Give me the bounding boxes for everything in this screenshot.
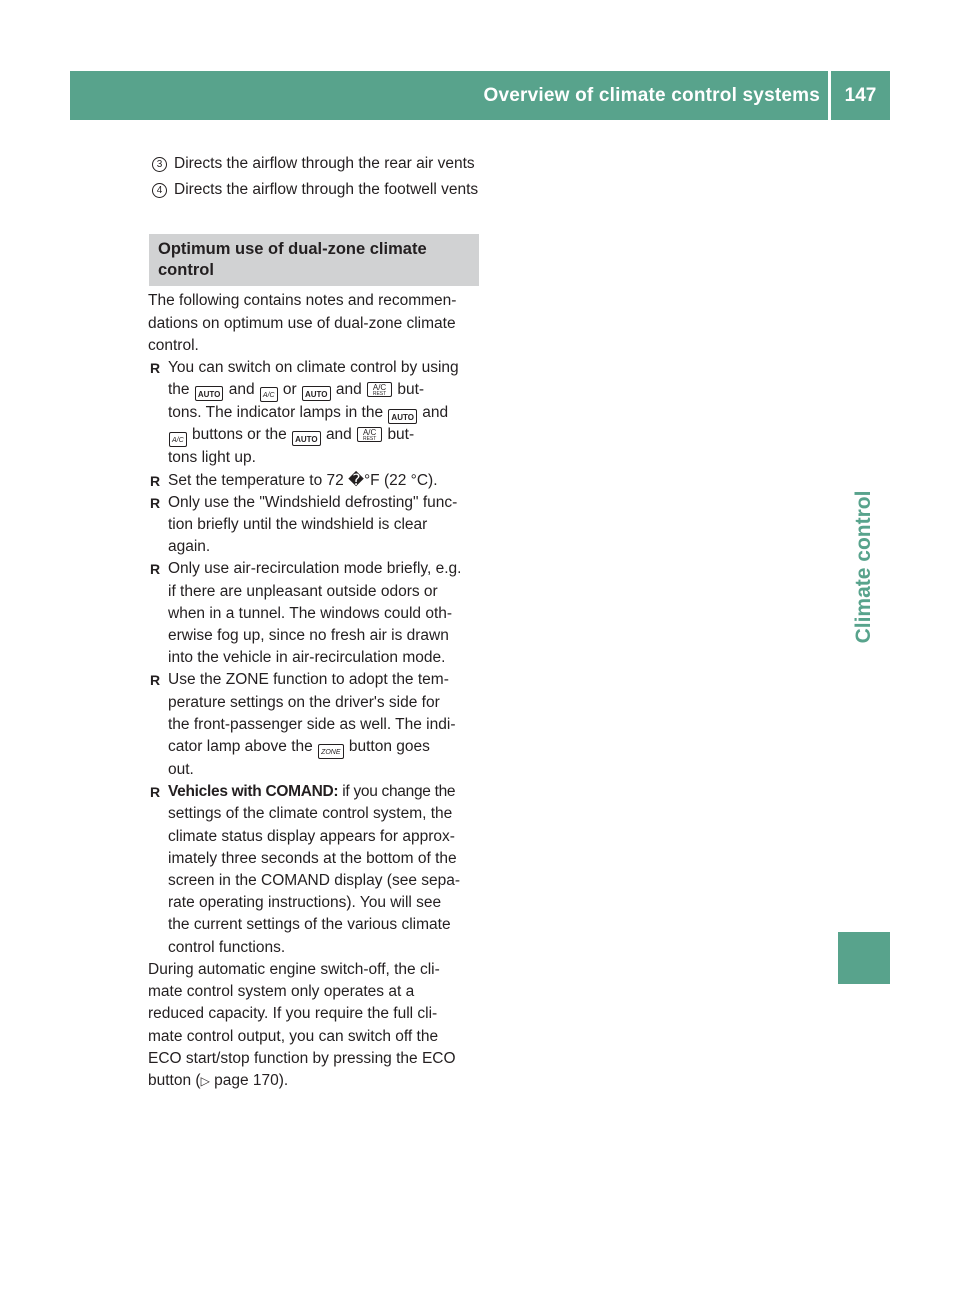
- bullet-item-switch-on: [148, 357, 483, 470]
- page-reference-link[interactable]: page 170).: [214, 1071, 289, 1089]
- text-fragment: and: [422, 404, 449, 422]
- text-line: ECO start/stop function by pressing the ECO: [148, 1049, 456, 1067]
- text-fragment: and: [228, 381, 255, 399]
- text-fragment: tons. The indicator lamps in the: [168, 404, 384, 422]
- text-line: tion briefly until the windshield is clear: [168, 516, 428, 534]
- page-reference-icon: ▷: [200, 1073, 210, 1088]
- numbered-item-text: Directs the airflow through the rear air vents: [174, 155, 475, 172]
- text-line: control functions.: [168, 938, 286, 956]
- circled-number-marker: 3: [152, 157, 167, 172]
- text-line: Set the temperature to 72 �°F (22 °C).: [168, 471, 438, 489]
- text-fragment: or: [282, 381, 297, 399]
- bullet-item-temperature: [148, 470, 483, 492]
- text-line: perature settings on the driver's side for: [168, 693, 440, 711]
- bullet-marker: R: [150, 561, 161, 578]
- text-fragment: button (: [148, 1071, 201, 1089]
- text-line: into the vehicle in air-recirculation mode.: [168, 649, 446, 667]
- text-fragment: but-: [387, 426, 415, 444]
- bullet-item-defrosting: [148, 492, 483, 559]
- zone-button-icon: ZONE: [318, 744, 343, 759]
- text-line: erwise fog up, since no fresh air is drawn: [168, 627, 449, 645]
- text-line: again.: [168, 538, 211, 556]
- numbered-item-3: [148, 153, 483, 175]
- text-line: the front-passenger side as well. The indi-: [168, 715, 456, 733]
- text-line: mate control output, you can switch off the: [148, 1027, 439, 1045]
- text-line: [168, 424, 483, 447]
- numbered-item-4: [148, 179, 483, 201]
- ac-rest-bottom-label: REST: [372, 391, 387, 398]
- chapter-tab-label: Climate control: [852, 490, 875, 644]
- closing-paragraph: [148, 959, 483, 1092]
- text-line: Use the ZONE function to adopt the tem-: [168, 671, 449, 689]
- ac-button-icon: A/C: [169, 432, 187, 447]
- bullet-item-air-recirculation: [148, 558, 483, 669]
- text-line: [168, 781, 483, 803]
- text-line: control.: [148, 336, 199, 354]
- text-fragment: button goes: [348, 738, 430, 756]
- text-line: The following contains notes and recommen-: [148, 292, 457, 310]
- text-fragment: and: [335, 381, 362, 399]
- section-heading: [149, 234, 479, 286]
- ac-rest-top-label: A/C: [372, 383, 387, 393]
- auto-button-icon: AUTO: [388, 409, 417, 424]
- auto-button-icon: AUTO: [195, 386, 224, 401]
- intro-paragraph: [148, 290, 483, 357]
- text-line: dations on optimum use of dual-zone climate: [148, 314, 456, 332]
- text-line: You can switch on climate control by using: [168, 359, 459, 377]
- text-fragment: and: [325, 426, 352, 444]
- circled-number-marker: 4: [152, 183, 167, 198]
- text-fragment: if you change the: [342, 783, 456, 801]
- section-heading-line: control: [158, 261, 214, 280]
- chapter-tab-marker: [838, 932, 890, 984]
- page-header: [70, 71, 890, 120]
- ac-rest-button-icon: [357, 427, 382, 442]
- text-line: [168, 736, 483, 759]
- text-line: if there are unpleasant outside odors or: [168, 582, 438, 600]
- text-line: out.: [168, 761, 194, 779]
- numbered-item-text: Directs the airflow through the footwell vents: [174, 181, 479, 199]
- header-title: Overview of climate control systems: [483, 85, 820, 106]
- text-fragment: but-: [397, 381, 425, 399]
- text-line: [168, 379, 483, 402]
- ac-rest-button-icon: [367, 382, 392, 397]
- bullet-marker: R: [150, 494, 161, 511]
- ac-rest-bottom-label: REST: [362, 436, 377, 443]
- ac-rest-top-label: A/C: [362, 428, 377, 438]
- text-line: the current settings of the various climate: [168, 916, 451, 934]
- bullet-item-zone-function: [148, 669, 483, 781]
- text-line: when in a tunnel. The windows could oth-: [168, 604, 453, 622]
- auto-button-icon: AUTO: [292, 431, 321, 446]
- bullet-marker: R: [150, 360, 161, 377]
- text-fragment: cator lamp above the: [168, 738, 313, 756]
- auto-button-icon: AUTO: [302, 386, 331, 401]
- text-line: During automatic engine switch-off, the cli-: [148, 960, 440, 978]
- text-line: rate operating instructions). You will see: [168, 894, 442, 912]
- bullet-item-comand: [148, 781, 483, 959]
- text-line: mate control system only operates at a: [148, 983, 415, 1001]
- bold-lead-text: Vehicles with COMAND:: [168, 783, 339, 801]
- bullet-marker: R: [150, 672, 161, 689]
- text-line: tons light up.: [168, 449, 256, 467]
- text-fragment: buttons or the: [191, 426, 287, 444]
- bullet-marker: R: [150, 784, 161, 801]
- text-line: imately three seconds at the bottom of the: [168, 849, 457, 867]
- text-line: reduced capacity. If you require the full cli-: [148, 1005, 438, 1023]
- text-line: screen in the COMAND display (see sepa-: [168, 872, 461, 890]
- section-heading-line: Optimum use of dual-zone climate: [158, 240, 427, 259]
- text-line: settings of the climate control system, the: [168, 805, 453, 823]
- page-number: 147: [844, 85, 877, 106]
- text-line: [168, 402, 483, 424]
- page-content: [148, 153, 483, 1092]
- text-line: Only use the "Windshield defrosting" func-: [168, 493, 458, 511]
- text-line: [148, 1070, 483, 1092]
- bullet-marker: R: [150, 472, 161, 489]
- text-line: climate status display appears for approx-: [168, 827, 455, 845]
- ac-button-icon: A/C: [260, 387, 278, 402]
- text-fragment: the: [168, 381, 190, 399]
- text-line: Only use air-recirculation mode briefly, e.g.: [168, 560, 462, 578]
